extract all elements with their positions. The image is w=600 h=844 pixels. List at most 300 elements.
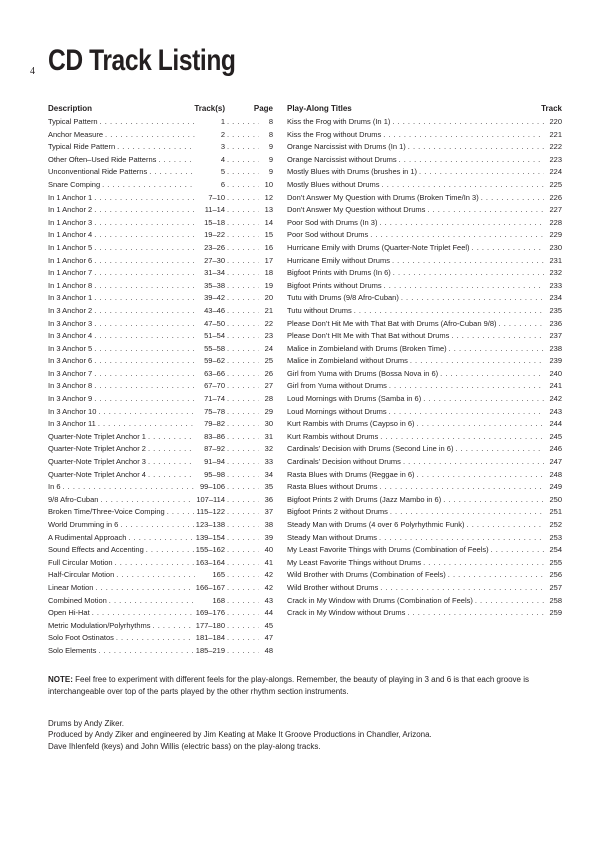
dot-leader (148, 469, 195, 482)
dot-leader (92, 607, 194, 620)
row-title: Tutu without Drums (287, 305, 352, 315)
row-page: 42 (264, 570, 273, 580)
dot-leader (94, 255, 195, 268)
table-row (48, 330, 273, 343)
row-title: Steady Man without Drums (287, 532, 378, 542)
row-page: 15 (264, 230, 273, 240)
table-row (287, 481, 562, 494)
dot-leader (354, 305, 544, 318)
row-tracks: 19–22 (204, 230, 225, 240)
row-page: 37 (264, 507, 273, 517)
row-page: 40 (264, 545, 273, 555)
table-row (287, 569, 562, 582)
row-description: Solo Elements (48, 645, 97, 655)
row-page: 33 (264, 457, 273, 467)
row-title: Malice in Zombieland with Drums (Broken Time) (287, 343, 447, 353)
row-description: In 1 Anchor 2 (48, 205, 93, 215)
row-description: In 3 Anchor 8 (48, 381, 93, 391)
dot-leader (227, 380, 259, 393)
table-row (287, 305, 562, 318)
row-title: Bigfoot Prints with Drums (In 6) (287, 268, 391, 278)
row-track: 230 (549, 242, 562, 252)
row-page: 43 (264, 595, 273, 605)
table-row (48, 280, 273, 293)
dot-leader (227, 204, 259, 217)
table-row (287, 166, 562, 179)
row-tracks: 35–38 (204, 280, 225, 290)
dot-leader (116, 569, 195, 582)
row-page: 42 (264, 582, 273, 592)
row-title: Loud Mornings without Drums (287, 406, 387, 416)
row-track: 248 (549, 469, 562, 479)
header-page: Page (253, 104, 273, 113)
table-row (287, 443, 562, 456)
row-tracks: 31–34 (204, 268, 225, 278)
dot-leader (98, 406, 195, 419)
table-row (48, 129, 273, 142)
row-title: Bigfoot Prints without Drums (287, 280, 382, 290)
dot-leader (481, 192, 544, 205)
row-page: 20 (264, 293, 273, 303)
table-row (287, 469, 562, 482)
dot-leader (443, 494, 544, 507)
dot-leader (227, 116, 259, 129)
table-row (48, 242, 273, 255)
table-row (48, 343, 273, 356)
table-row (287, 116, 562, 129)
row-track: 237 (549, 331, 562, 341)
row-tracks: 71–74 (204, 394, 225, 404)
row-track: 225 (549, 179, 562, 189)
row-page: 32 (264, 444, 273, 454)
row-track: 251 (549, 507, 562, 517)
row-tracks: 15–18 (204, 217, 225, 227)
row-page: 35 (264, 482, 273, 492)
credit-line: Dave Ihlenfeld (keys) and John Willis (electric bass) on the play-along tracks. (48, 741, 321, 751)
dot-leader (227, 595, 259, 608)
row-tracks: 43–46 (204, 305, 225, 315)
table-row (48, 443, 273, 456)
row-track: 229 (549, 230, 562, 240)
dot-leader (94, 343, 195, 356)
row-tracks: 51–54 (204, 331, 225, 341)
row-page: 23 (264, 331, 273, 341)
row-track: 222 (549, 142, 562, 152)
header-description: Description (48, 104, 93, 113)
table-row (48, 229, 273, 242)
row-description: Quarter-Note Triplet Anchor 2 (48, 444, 146, 454)
table-row (287, 557, 562, 570)
dot-leader (392, 255, 544, 268)
table-row (48, 141, 273, 154)
row-description: Combined Motion (48, 595, 107, 605)
table-row (48, 305, 273, 318)
dot-leader (148, 456, 195, 469)
dot-leader (227, 330, 259, 343)
dot-leader (146, 544, 194, 557)
dot-leader (379, 481, 544, 494)
row-track: 238 (549, 343, 562, 353)
row-track: 257 (549, 582, 562, 592)
row-description: Quarter-Note Triplet Anchor 3 (48, 457, 146, 467)
note-label: NOTE: (48, 674, 73, 684)
playalong-table-rows (287, 116, 562, 620)
row-description: Quarter-Note Triplet Anchor 1 (48, 431, 146, 441)
row-track: 220 (549, 117, 562, 126)
table-row (48, 179, 273, 192)
table-row (287, 494, 562, 507)
table-row (287, 393, 562, 406)
dot-leader (117, 141, 195, 154)
row-tracks: 2 (220, 129, 225, 139)
table-row (287, 343, 562, 356)
row-title: Hurricane Emily without Drums (287, 255, 390, 265)
row-page: 9 (268, 142, 273, 152)
dot-leader (227, 280, 259, 293)
row-title: Wild Brother without Drums (287, 582, 379, 592)
row-title: Kurt Rambis without Drums (287, 431, 379, 441)
row-title: Kiss the Frog with Drums (In 1) (287, 117, 391, 126)
row-tracks: 27–30 (204, 255, 225, 265)
row-description: In 3 Anchor 3 (48, 318, 93, 328)
dot-leader (94, 305, 195, 318)
row-page: 25 (264, 356, 273, 366)
dot-leader (95, 582, 193, 595)
table-row (48, 544, 273, 557)
table-row (287, 141, 562, 154)
dot-leader (417, 469, 544, 482)
row-description: A Rudimental Approach (48, 532, 127, 542)
row-title: Please Don’t HIt Me with That Bat without Drums (287, 331, 450, 341)
dot-leader (227, 431, 259, 444)
row-description: Typical Pattern (48, 117, 98, 126)
dot-leader (379, 217, 544, 230)
row-description: In 1 Anchor 7 (48, 268, 93, 278)
row-page: 28 (264, 394, 273, 404)
row-description: Unconventional Ride Patterns (48, 167, 148, 177)
table-row (48, 192, 273, 205)
row-tracks: 83–86 (204, 431, 225, 441)
row-description: In 3 Anchor 2 (48, 305, 93, 315)
table-row (287, 217, 562, 230)
table-row (48, 406, 273, 419)
row-tracks: 4 (220, 154, 225, 164)
table-row (287, 418, 562, 431)
dot-leader (410, 355, 544, 368)
credit-line: Drums by Andy Ziker. (48, 718, 125, 728)
table-row (287, 544, 562, 557)
dot-leader (158, 154, 195, 167)
dot-leader (128, 532, 193, 545)
dot-leader (392, 116, 544, 129)
table-row (48, 116, 273, 129)
row-tracks: 169–176 (195, 608, 225, 618)
dot-leader (227, 368, 259, 381)
dot-leader (389, 406, 544, 419)
row-track: 224 (549, 167, 562, 177)
dot-leader (227, 217, 259, 230)
row-title: Orange Narcissist with Drums (In 1) (287, 142, 406, 152)
table-row (287, 406, 562, 419)
row-title: Cardinals’ Decision with Drums (Second Line in 6) (287, 444, 454, 454)
dot-leader (401, 292, 544, 305)
table-row (287, 129, 562, 142)
row-description: In 3 Anchor 5 (48, 343, 93, 353)
description-table (48, 102, 273, 658)
row-page: 14 (264, 217, 273, 227)
dot-leader (472, 242, 544, 255)
row-description: In 3 Anchor 9 (48, 394, 93, 404)
row-description: In 1 Anchor 3 (48, 217, 93, 227)
row-page: 27 (264, 381, 273, 391)
row-title: Crack in My Window without Drums (287, 608, 406, 618)
row-title: Please Don’t Hit Me with That Bat with Drums (Afro-Cuban 9/8) (287, 318, 497, 328)
row-description: In 1 Anchor 1 (48, 192, 93, 202)
table-row (287, 330, 562, 343)
row-title: My Least Favorite Things without Drums (287, 557, 422, 567)
row-page: 45 (264, 620, 273, 630)
dot-leader (467, 519, 544, 532)
row-description: In 3 Anchor 11 (48, 419, 96, 429)
row-description: In 1 Anchor 8 (48, 280, 93, 290)
row-title: Bigfoot Prints 2 without Drums (287, 507, 388, 517)
row-title: Girl from Yuma with Drums (Bossa Nova in 6) (287, 368, 439, 378)
table-row (287, 318, 562, 331)
row-track: 258 (549, 595, 562, 605)
row-tracks: 23–26 (204, 242, 225, 252)
dot-leader (440, 368, 544, 381)
dot-leader (227, 557, 259, 570)
row-track: 232 (549, 268, 562, 278)
table-row (48, 569, 273, 582)
row-page: 38 (264, 520, 273, 529)
row-page: 9 (268, 154, 273, 164)
dot-leader (227, 292, 259, 305)
table-row (48, 292, 273, 305)
row-tracks: 163–164 (195, 557, 225, 567)
row-track: 252 (549, 520, 562, 529)
dot-leader (227, 582, 259, 595)
table-row (287, 280, 562, 293)
row-track: 240 (549, 368, 562, 378)
dot-leader (94, 217, 195, 230)
table-row (287, 355, 562, 368)
header-tracks: Track(s) (194, 104, 225, 113)
dot-leader (94, 280, 195, 293)
dot-leader (227, 229, 259, 242)
table-row (48, 632, 273, 645)
dot-leader (383, 129, 544, 142)
dot-leader (153, 620, 194, 633)
row-title: Rasta Blues with Drums (Reggae in 6) (287, 469, 415, 479)
row-title: Rasta Blues without Drums (287, 482, 378, 492)
row-description: Broken Time/Three-Voice Comping (48, 507, 165, 517)
row-description: Solo Foot Ostinatos (48, 633, 114, 643)
dot-leader (370, 229, 544, 242)
row-track: 253 (549, 532, 562, 542)
table-row (287, 519, 562, 532)
dot-leader (94, 192, 195, 205)
row-tracks: 55–58 (204, 343, 225, 353)
dot-leader (419, 166, 544, 179)
table-row (48, 217, 273, 230)
table-row (48, 469, 273, 482)
dot-leader (115, 557, 194, 570)
row-tracks: 107–114 (196, 494, 225, 504)
row-tracks: 3 (220, 142, 225, 152)
row-page: 17 (264, 255, 273, 265)
row-tracks: 91–94 (204, 457, 225, 467)
dot-leader (227, 242, 259, 255)
dot-leader (227, 469, 259, 482)
dot-leader (448, 569, 544, 582)
dot-leader (389, 380, 544, 393)
row-tracks: 47–50 (204, 318, 225, 328)
row-tracks: 139–154 (195, 532, 225, 542)
row-tracks: 115–122 (196, 507, 225, 517)
page-number: 4 (30, 66, 35, 77)
dot-leader (227, 318, 259, 331)
row-page: 39 (264, 532, 273, 542)
row-title: Wild Brother with Drums (Combination of Feels) (287, 570, 446, 580)
dot-leader (475, 595, 544, 608)
row-track: 246 (549, 444, 562, 454)
row-track: 242 (549, 394, 562, 404)
row-page: 41 (264, 557, 273, 567)
table-row (48, 267, 273, 280)
table-row (287, 242, 562, 255)
dot-leader (120, 519, 193, 532)
dot-leader (94, 229, 195, 242)
table-row (48, 368, 273, 381)
table-row (48, 355, 273, 368)
table-row (287, 380, 562, 393)
dot-leader (227, 192, 259, 205)
dot-leader (227, 645, 259, 658)
row-track: 235 (549, 305, 562, 315)
note (48, 674, 560, 698)
dot-leader (148, 443, 195, 456)
row-description: Other Often–Used Ride Patterns (48, 154, 157, 164)
row-title: Steady Man with Drums (4 over 6 Polyrhythmic Funk) (287, 520, 465, 529)
row-page: 8 (268, 117, 273, 126)
row-title: Hurricane Emily with Drums (Quarter-Note Triplet Feel) (287, 242, 470, 252)
row-description: 9/8 Afro-Cuban (48, 494, 99, 504)
dot-leader (227, 267, 259, 280)
table-row (48, 595, 273, 608)
row-tracks: 6 (220, 179, 225, 189)
dot-leader (227, 406, 259, 419)
table-row (287, 456, 562, 469)
table-row (48, 204, 273, 217)
row-description: In 6 (48, 482, 61, 492)
row-title: Mostly Blues without Drums (287, 179, 380, 189)
row-track: 256 (549, 570, 562, 580)
row-description: Snare Comping (48, 179, 101, 189)
row-track: 249 (549, 482, 562, 492)
row-tracks: 39–42 (204, 293, 225, 303)
header-playalong-titles: Play-Along Titles (287, 104, 352, 113)
row-track: 245 (549, 431, 562, 441)
dot-leader (94, 204, 195, 217)
row-page: 21 (264, 305, 273, 315)
dot-leader (407, 607, 544, 620)
row-description: Half-Circular Motion (48, 570, 115, 580)
table-row (287, 179, 562, 192)
table-row (48, 557, 273, 570)
row-page: 31 (264, 431, 273, 441)
row-tracks: 123–138 (195, 520, 225, 529)
note-text: Feel free to experiment with different feels for the play-alongs. Remember, the beauty of playing in 3 and 6 is that each groove is interchangeable over top of the parts played by the other rhythm section instruments. (48, 674, 529, 696)
row-title: Orange Narcissist without Drums (287, 154, 397, 164)
row-track: 226 (549, 192, 562, 202)
row-track: 228 (549, 217, 562, 227)
dot-leader (227, 418, 259, 431)
dot-leader (417, 418, 544, 431)
dot-leader (94, 267, 195, 280)
dot-leader (408, 141, 544, 154)
dot-leader (227, 532, 259, 545)
dot-leader (227, 544, 259, 557)
row-track: 247 (549, 457, 562, 467)
row-page: 44 (264, 608, 273, 618)
row-track: 239 (549, 356, 562, 366)
table-row (48, 380, 273, 393)
row-description: World Drumming in 6 (48, 520, 119, 529)
row-track: 223 (549, 154, 562, 164)
dot-leader (382, 179, 544, 192)
credit-line: Produced by Andy Ziker and engineered by Jim Keating at Make It Groove Productions in Chandler, Arizona. (48, 730, 432, 740)
row-title: Bigfoot Prints 2 with Drums (Jazz Mambo in 6) (287, 494, 442, 504)
row-page: 36 (264, 494, 273, 504)
dot-leader (94, 380, 195, 393)
dot-leader (149, 166, 195, 179)
dot-leader (227, 519, 259, 532)
table-row (287, 192, 562, 205)
dot-leader (423, 557, 544, 570)
table-row (287, 582, 562, 595)
table-row (48, 431, 273, 444)
row-title: Girl from Yuma without Drums (287, 381, 387, 391)
dot-leader (227, 443, 259, 456)
row-description: Open Hi-Hat (48, 608, 90, 618)
row-description: Quarter-Note Triplet Anchor 4 (48, 469, 146, 479)
row-tracks: 87–92 (204, 444, 225, 454)
row-description: Full Circular Motion (48, 557, 113, 567)
dot-leader (100, 494, 194, 507)
row-page: 9 (268, 167, 273, 177)
dot-leader (227, 255, 259, 268)
table-row (48, 645, 273, 658)
row-tracks: 7–10 (208, 192, 225, 202)
row-description: In 3 Anchor 4 (48, 331, 93, 341)
row-title: Kiss the Frog without Drums (287, 129, 382, 139)
row-page: 29 (264, 406, 273, 416)
dot-leader (379, 532, 544, 545)
table-row (48, 582, 273, 595)
dot-leader (427, 204, 544, 217)
row-tracks: 177–180 (195, 620, 225, 630)
row-page: 13 (264, 205, 273, 215)
row-description: In 3 Anchor 10 (48, 406, 97, 416)
dot-leader (423, 393, 544, 406)
dot-leader (227, 620, 259, 633)
row-tracks: 67–70 (204, 381, 225, 391)
row-description: Anchor Measure (48, 129, 104, 139)
dot-leader (499, 318, 544, 331)
description-table-header (48, 102, 273, 115)
dot-leader (399, 154, 544, 167)
